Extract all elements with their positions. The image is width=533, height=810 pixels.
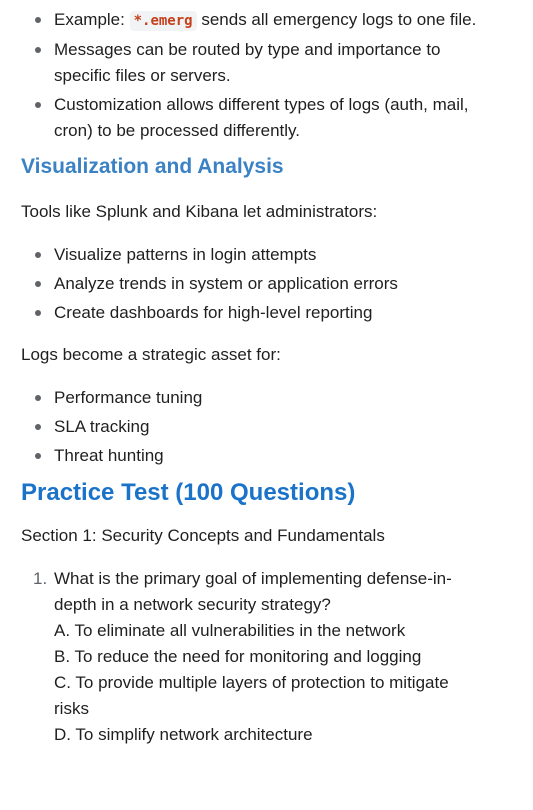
bullet-dot [35, 281, 41, 287]
question-number: 1. [33, 569, 48, 588]
list-item [21, 443, 523, 469]
list-item-text: Visualize patterns in login attempts [54, 245, 317, 264]
paragraph: Logs become a strategic asset for: [21, 345, 281, 364]
question-text: depth in a network security strategy? [54, 595, 331, 614]
list-item [21, 37, 523, 89]
bullet-dot [35, 310, 41, 316]
list-item [21, 242, 523, 268]
answer-option-a: A. To eliminate all vulnerabilities in the network [54, 621, 406, 640]
paragraph: Tools like Splunk and Kibana let administrators: [21, 202, 378, 221]
intro-bullet-list [21, 7, 523, 144]
bullet-dot [35, 102, 41, 108]
list-item-text: Analyze trends in system or application errors [54, 274, 398, 293]
question-text: What is the primary goal of implementing defense-in- [54, 569, 452, 588]
list-item [21, 7, 523, 34]
list-item-text: Create dashboards for high-level reporting [54, 303, 373, 322]
list-item-text: Customization allows different types of logs (auth, mail, [54, 95, 469, 114]
section-subtitle: Section 1: Security Concepts and Fundamentals [21, 526, 385, 545]
answer-option-b: B. To reduce the need for monitoring and logging [54, 647, 422, 666]
inline-code: *.emerg [130, 11, 197, 31]
list-item-text: cron) to be processed differently. [54, 121, 301, 140]
list-item [21, 92, 523, 144]
list-item [21, 300, 523, 326]
question-list [21, 566, 523, 748]
bullet-dot [35, 252, 41, 258]
list-item [21, 414, 523, 440]
section-heading-visualization: Visualization and Analysis [21, 155, 284, 178]
bullet-dot [35, 424, 41, 430]
section-heading-practice-test: Practice Test (100 Questions) [21, 479, 356, 506]
bullet-dot [35, 17, 41, 23]
document-body [0, 7, 533, 748]
list-item-text: Messages can be routed by type and importance to [54, 40, 441, 59]
question-item [21, 566, 523, 748]
list-item-text: sends all emergency logs to one file. [196, 10, 477, 29]
list-item [21, 385, 523, 411]
visualization-bullet-list [21, 242, 523, 326]
list-item-text: Threat hunting [54, 446, 164, 465]
bullet-dot [35, 453, 41, 459]
list-item-text: Performance tuning [54, 388, 203, 407]
assets-bullet-list [21, 385, 523, 469]
answer-option-d: D. To simplify network architecture [54, 725, 313, 744]
answer-option-c-continued: risks [54, 699, 89, 718]
list-item [21, 271, 523, 297]
list-item-text: specific files or servers. [54, 66, 231, 85]
list-item-text: SLA tracking [54, 417, 150, 436]
list-item-text: Example: [54, 10, 130, 29]
bullet-dot [35, 47, 41, 53]
answer-option-c: C. To provide multiple layers of protection to mitigate [54, 673, 449, 692]
bullet-dot [35, 395, 41, 401]
